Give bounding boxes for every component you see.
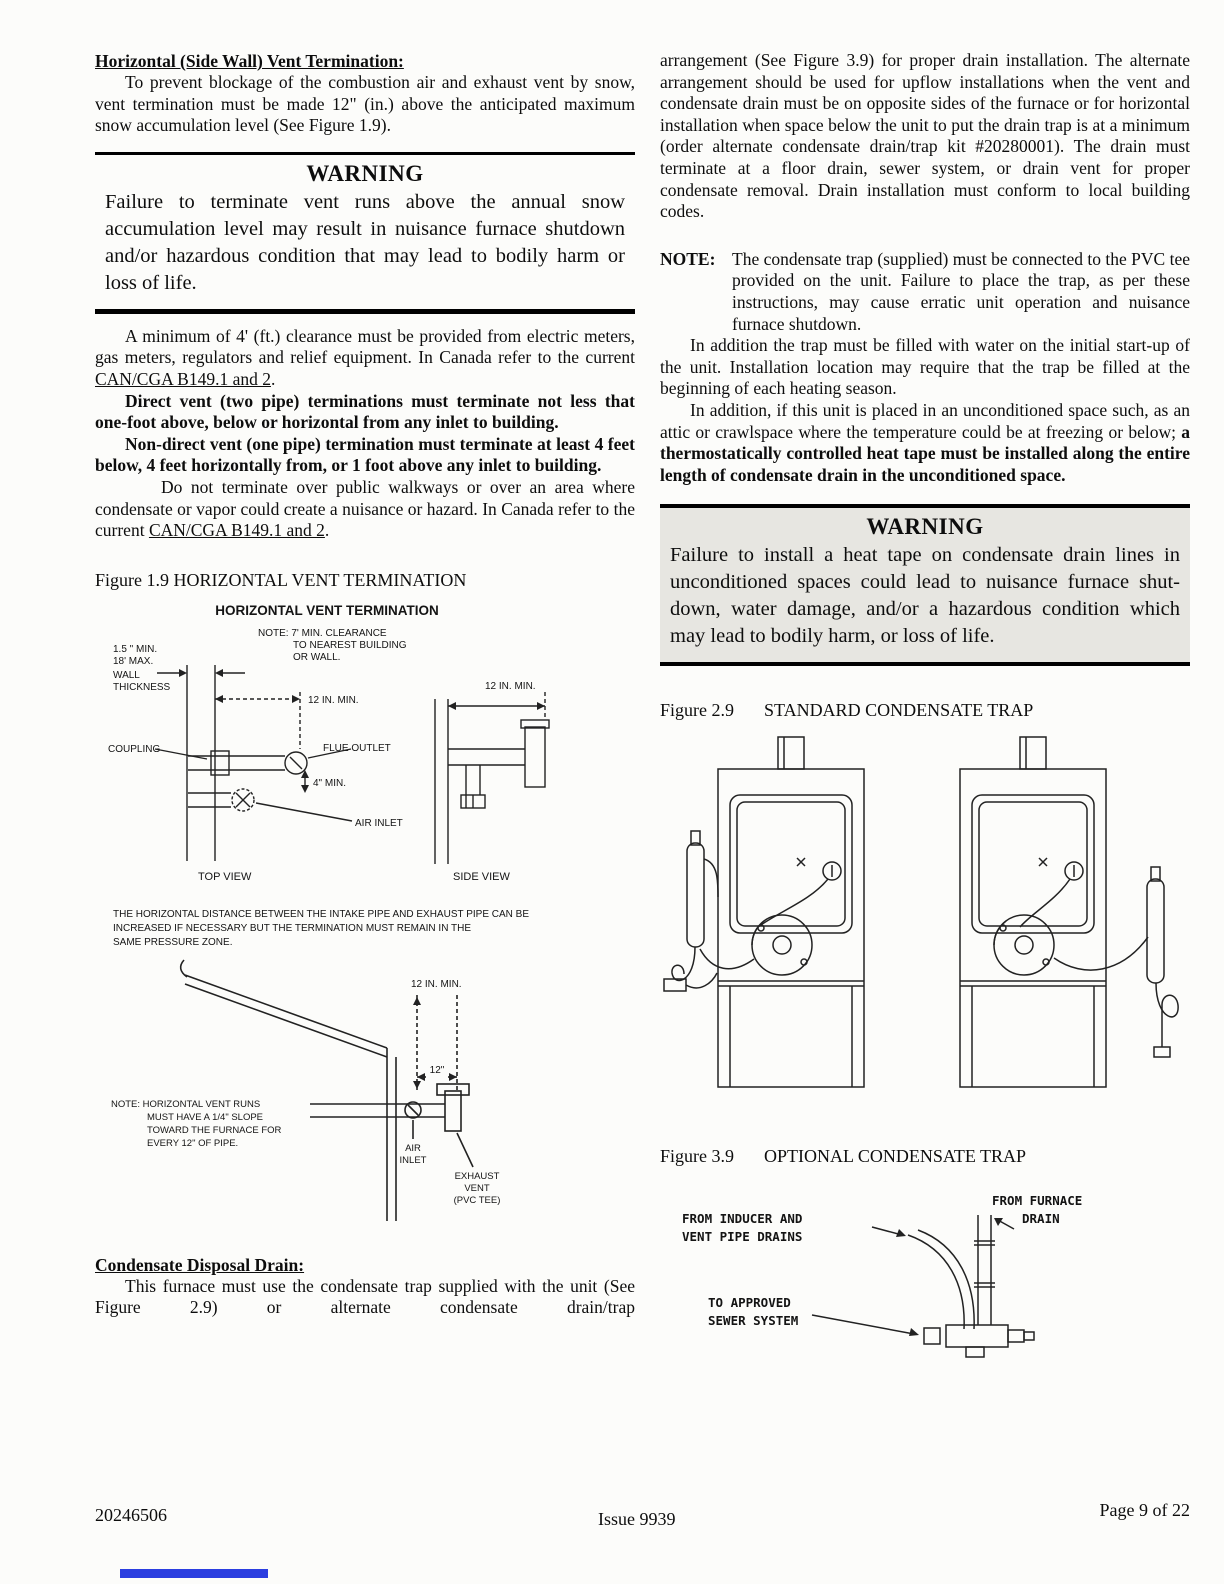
fig39-to-sewer-label-2: SEWER SYSTEM — [708, 1313, 799, 1329]
heading-horizontal-vent-termination — [95, 50, 635, 72]
footer-page-number: Page 9 of 22 — [1099, 1500, 1190, 1520]
fig19-dim-12-small: 12" — [429, 1064, 445, 1076]
fig19-clearance-note-2: TO NEAREST BUILDING — [293, 639, 407, 651]
scan-artifact-blue-mark — [120, 1569, 268, 1578]
fig19-dim-12-top: 12 IN. MIN. — [308, 694, 359, 706]
para-clearance — [95, 326, 635, 391]
fig19-pressure-note-3: SAME PRESSURE ZONE. — [113, 936, 233, 948]
left-column — [95, 0, 635, 1319]
warning-body: Failure to terminate vent runs above the annual snow accumulation level may result in nuisance furnace shutdown and/or hazardous condition that may lead to bodily harm or loss of life. — [105, 190, 625, 294]
fig39-from-inducer-label-1: FROM INDUCER AND — [682, 1211, 803, 1227]
figure-2-9-number: Figure 2.9 — [660, 700, 734, 721]
para-walkways-text: Do not terminate over public walkways or over an area where condensate or vapor could create a nuisance or hazard. In Canada refer to the current — [95, 476, 635, 541]
para-nondirect-vent: Non-direct vent (one pipe) termination must terminate at least 4 feet below, 4 feet horizontally from, or 1 foot above any inlet to building. — [95, 433, 635, 476]
fig29-right-furnace — [960, 737, 1178, 1087]
fig19-wall-label-2: 18' MAX. — [113, 655, 154, 667]
para-heat-tape-normal: In addition, if this unit is placed in an unconditioned space such, as an attic or crawlspace where the temperature could be at freezing or below; — [660, 399, 1190, 442]
para-condensate-trap: This furnace must use the condensate trap supplied with the unit (See Figure 2.9) or alternate condensate drain/trap — [95, 1275, 635, 1318]
fig19-coupling-label: COUPLING — [108, 743, 161, 755]
fig19-flue-outlet-label: FLUE OUTLET — [323, 742, 391, 754]
fig19-dim-12-side: 12 IN. MIN. — [485, 680, 536, 692]
para-snow-blockage: To prevent blockage of the combustion air and exhaust vent by snow, vent termination must be made 12" (in.) above the anticipated maximum snow accumulation level (See Figure 1.9). — [95, 72, 635, 136]
figure-3-9-optional-condensate-trap — [660, 1183, 1190, 1388]
para-heat-tape-bold: a thermostatically controlled heat tape must be installed along the entire length of condensate drain in the unconditioned space. — [660, 421, 1190, 485]
para-heat-tape — [660, 400, 1190, 486]
fig19-exhaust-vent-label-1: EXHAUST — [454, 1170, 500, 1182]
fig19-clearance-note-1: NOTE: 7' MIN. CLEARANCE — [258, 627, 387, 639]
fig39-from-inducer-label-2: VENT PIPE DRAINS — [682, 1229, 803, 1245]
fig19-dim-12-roof: 12 IN. MIN. — [411, 978, 462, 990]
fig19-side-view-label: SIDE VIEW — [453, 870, 510, 883]
fig19-dim-4-min: 4" MIN. — [313, 777, 346, 789]
figure-1-9-caption: Figure 1.9 HORIZONTAL VENT TERMINATION — [95, 569, 467, 590]
footer-issue: Issue 9939 — [598, 1509, 676, 1529]
fig19-slope-note-2: MUST HAVE A 1/4" SLOPE — [147, 1111, 264, 1123]
fig19-air-inlet2-label-2: INLET — [399, 1154, 427, 1166]
canada-code-reference-2: CAN/CGA B149.1 and 2 — [148, 520, 325, 541]
para-clearance-text: A minimum of 4' (ft.) clearance must be provided from electric meters, gas meters, regulators and relief equipment. In Canada refer to the current — [95, 325, 635, 368]
fig39-from-furnace-label-1: FROM FURNACE — [992, 1193, 1083, 1209]
heading-horizontal-vent-termination-text: Horizontal (Side Wall) Vent Termination: — [95, 51, 404, 71]
fig19-exhaust-vent-label-3: (PVC TEE) — [453, 1194, 501, 1206]
fig19-wall-label-1: 1.5 " MIN. — [113, 643, 158, 655]
heading-condensate-disposal-drain-text: Condensate Disposal Drain: — [95, 1254, 305, 1275]
fig39-from-furnace-label-2: DRAIN — [1022, 1211, 1060, 1227]
fig19-slope-note-1: NOTE: HORIZONTAL VENT RUNS — [111, 1098, 261, 1110]
fig19-exhaust-vent-label-2: VENT — [464, 1182, 490, 1194]
figure-3-9-caption — [660, 1146, 1190, 1167]
warning-box-heat-tape — [660, 504, 1190, 666]
fig19-wall-label-3: WALL — [113, 669, 140, 681]
figure-2-9-title: STANDARD CONDENSATE TRAP — [764, 700, 1034, 721]
warning-title: WARNING — [306, 160, 424, 186]
figure-2-9-standard-condensate-trap — [660, 731, 1190, 1106]
canada-code-reference-1: CAN/CGA B149.1 and 2 — [95, 368, 271, 389]
fig39-arrowheads — [896, 1218, 1003, 1336]
footer-doc-number: 20246506 — [95, 1505, 167, 1525]
fig39-to-sewer-label-1: TO APPROVED — [708, 1295, 791, 1311]
fig19-clearance-note-3: OR WALL. — [293, 651, 341, 663]
fig19-title: HORIZONTAL VENT TERMINATION — [215, 602, 439, 618]
warning-body-2: Failure to install a heat tape on condensate drain lines in unconditioned spaces could lead to nuisance furnace shut-down, water damage, and/or a hazardous condition which may lead to bodily harm, or loss of life. — [670, 544, 1180, 648]
para-trap-fill: In addition the trap must be filled with water on the initial start-up of the unit. Installation location may require that the trap be filled at the beginning of each heating season. — [660, 335, 1190, 399]
figure-2-9-caption — [660, 700, 1190, 721]
note-label: NOTE: — [660, 248, 716, 269]
para-walkways — [95, 477, 635, 542]
warning-box-vent-termination — [95, 152, 635, 314]
figure-3-9-drawing — [660, 1183, 1150, 1383]
fig19-slope-note-4: EVERY 12" OF PIPE. — [147, 1137, 239, 1149]
fig19-side-view-geometry — [435, 692, 549, 864]
fig19-air-inlet2-label-1: AIR — [405, 1142, 421, 1154]
figure-1-9-drawing — [95, 599, 640, 1249]
fig29-left-furnace — [664, 737, 864, 1087]
para-direct-vent: Direct vent (two pipe) terminations must terminate not less that one-foot above, below or horizontal from any inlet to building. — [95, 390, 635, 433]
para-arrangement: arrangement (See Figure 3.9) for proper drain installation. The alternate arrangement should be used for upflow installations when the vent and condensate drain must be on opposite sides of the furnace or for horizontal installation when space below the unit to put the drain trap is at a minimum (order alternate condensate drain/trap kit #20280001). The drain must terminate at a floor drain, sewer system, or drain vent for proper condensate removal. Drain installation must conform to local building codes. — [660, 50, 1190, 222]
figure-3-9-title: OPTIONAL CONDENSATE TRAP — [764, 1146, 1027, 1167]
fig19-roof-geometry — [181, 960, 473, 1221]
right-column — [660, 0, 1190, 1388]
note-body: The condensate trap (supplied) must be connected to the PVC tee provided on the unit. Failure to place the trap, as per these instructions, may cause erratic unit operation and nuisance furnace shutdown. — [732, 248, 1190, 334]
note-condensate-trap — [660, 249, 1190, 335]
heading-condensate-disposal-drain — [95, 1254, 635, 1276]
warning-title-2: WARNING — [866, 514, 984, 540]
para-clearance-end: . — [270, 368, 276, 389]
fig39-trap-geometry — [812, 1215, 1034, 1357]
para-walkways-end: . — [324, 520, 330, 541]
fig19-slope-note-3: TOWARD THE FURNACE FOR — [147, 1124, 282, 1136]
fig19-air-inlet-label: AIR INLET — [355, 817, 403, 829]
fig19-top-view-label: TOP VIEW — [198, 870, 252, 883]
figure-3-9-number: Figure 3.9 — [660, 1146, 734, 1167]
figure-2-9-drawing — [660, 731, 1190, 1101]
fig19-pressure-note-1: THE HORIZONTAL DISTANCE BETWEEN THE INTAKE PIPE AND EXHAUST PIPE CAN BE — [113, 908, 530, 920]
fig19-pressure-note-2: INCREASED IF NECESSARY BUT THE TERMINATION MUST REMAIN IN THE — [113, 922, 472, 934]
fig19-wall-label-4: THICKNESS — [113, 681, 171, 693]
figure-1-9-horizontal-vent-termination — [95, 599, 635, 1254]
